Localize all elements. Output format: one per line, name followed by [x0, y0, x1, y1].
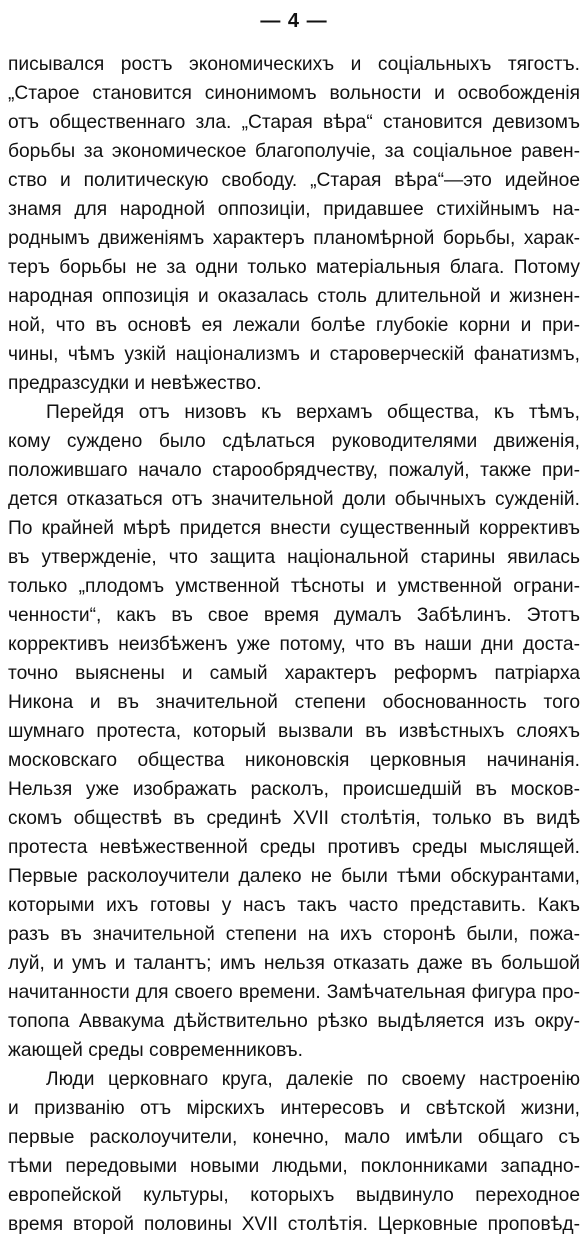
text-line: точно выяснены и самый характеръ реформъ патріарха [8, 663, 580, 684]
text-line: Нельзя уже изображать расколъ, происшедшій въ москов- [8, 779, 580, 800]
text-line: писывался ростъ экономическихъ и соціальныхъ тягостъ. [8, 54, 580, 75]
text-line: коррективъ неизбѣженъ уже потому, что въ наши дни доста- [8, 634, 580, 655]
text-line: „Старое становится синонимомъ вольности и освобожденія [8, 83, 580, 104]
text-line: знамя для народной оппозиціи, придавшее стихійнымъ на- [8, 199, 580, 220]
paragraph [8, 50, 580, 398]
text-line: отъ общественнаго зла. „Старая вѣра“ становится девизомъ [8, 112, 580, 133]
text-line: теръ борьбы не за одни только матеріальныя блага. Потому [8, 257, 580, 278]
text-line: народная оппозиція и оказалась столь длительной и жизнен- [8, 286, 580, 307]
text-line: положившаго начало старообрядчеству, пожалуй, также при- [8, 460, 580, 481]
text-line: луй, и умъ и талантъ; имъ нельзя отказать даже въ большой [8, 953, 580, 974]
paragraph [8, 1065, 580, 1239]
text-line: разъ въ значительной степени на ихъ сторонѣ были, пожа- [8, 924, 580, 945]
text-line: первые расколоучители, конечно, мало имѣли общаго съ [8, 1127, 580, 1148]
text-line: ство и политическую свободу. „Старая вѣра“—это идейное [8, 170, 580, 191]
body-text [8, 50, 580, 1239]
text-line: По крайней мѣрѣ придется внести существенный коррективъ [8, 518, 580, 539]
text-line: предразсудки и невѣжество. [8, 373, 262, 394]
text-line: ченности“, какъ въ свое время думалъ Забѣлинъ. Этотъ [8, 605, 580, 626]
text-line: дется отказаться отъ значительной доли обычныхъ сужденій. [8, 489, 580, 510]
text-line: Никона и въ значительной степени обоснованность того [8, 692, 580, 713]
text-line: московскаго общества никоновскія церковныя начинанія. [8, 750, 580, 771]
text-line: только „плодомъ умственной тѣсноты и умственной ограни- [8, 576, 580, 597]
text-line: ной, что въ основѣ ея лежали болѣе глубокіе корни и при- [8, 315, 580, 336]
text-line: чины, чѣмъ узкій націонализмъ и староверческій фанатизмъ, [8, 344, 580, 365]
page-number: — 4 — [260, 10, 328, 32]
text-line: скомъ обществѣ въ срединѣ XVII столѣтія, только въ видѣ [8, 808, 580, 829]
text-line: тѣми передовыми новыми людьми, поклонниками западно- [8, 1156, 580, 1177]
text-line: протеста невѣжественной среды противъ среды мыслящей. [8, 837, 580, 858]
text-line: шумнаго протеста, который вызвали въ извѣстныхъ слояхъ [8, 721, 580, 742]
text-line: роднымъ движеніямъ характеръ планомѣрной борьбы, харак- [8, 228, 580, 249]
text-line: время второй половины XVII столѣтія. Церковные проповѣд- [8, 1214, 580, 1235]
text-line: которыми ихъ готовы у насъ такъ часто представить. Какъ [8, 895, 580, 916]
text-line: Люди церковнаго круга, далекіе по своему настроенію [46, 1069, 580, 1090]
text-line: борьбы за экономическое благополучіе, за соціальное равен- [8, 141, 580, 162]
text-line: въ утвержденіе, что защита національной старины явилась [8, 547, 580, 568]
text-line: европейской культуры, которыхъ выдвинуло переходное [8, 1185, 580, 1206]
text-line: и призванію отъ мірскихъ интересовъ и свѣтской жизни, [8, 1098, 580, 1119]
text-line: Первые расколоучители далеко не были тѣми обскурантами, [8, 866, 580, 887]
text-line: Перейдя отъ низовъ къ верхамъ общества, къ тѣмъ, [46, 402, 580, 423]
paragraph [8, 398, 580, 1065]
text-line: начитанности для своего времени. Замѣчательная фигура про- [8, 982, 580, 1003]
text-line: жающей среды современниковъ. [8, 1040, 303, 1061]
text-line: кому суждено было сдѣлаться руководителями движенія, [8, 431, 580, 452]
text-line: топопа Аввакума дѣйствительно рѣзко выдѣляется изъ окру- [8, 1011, 580, 1032]
